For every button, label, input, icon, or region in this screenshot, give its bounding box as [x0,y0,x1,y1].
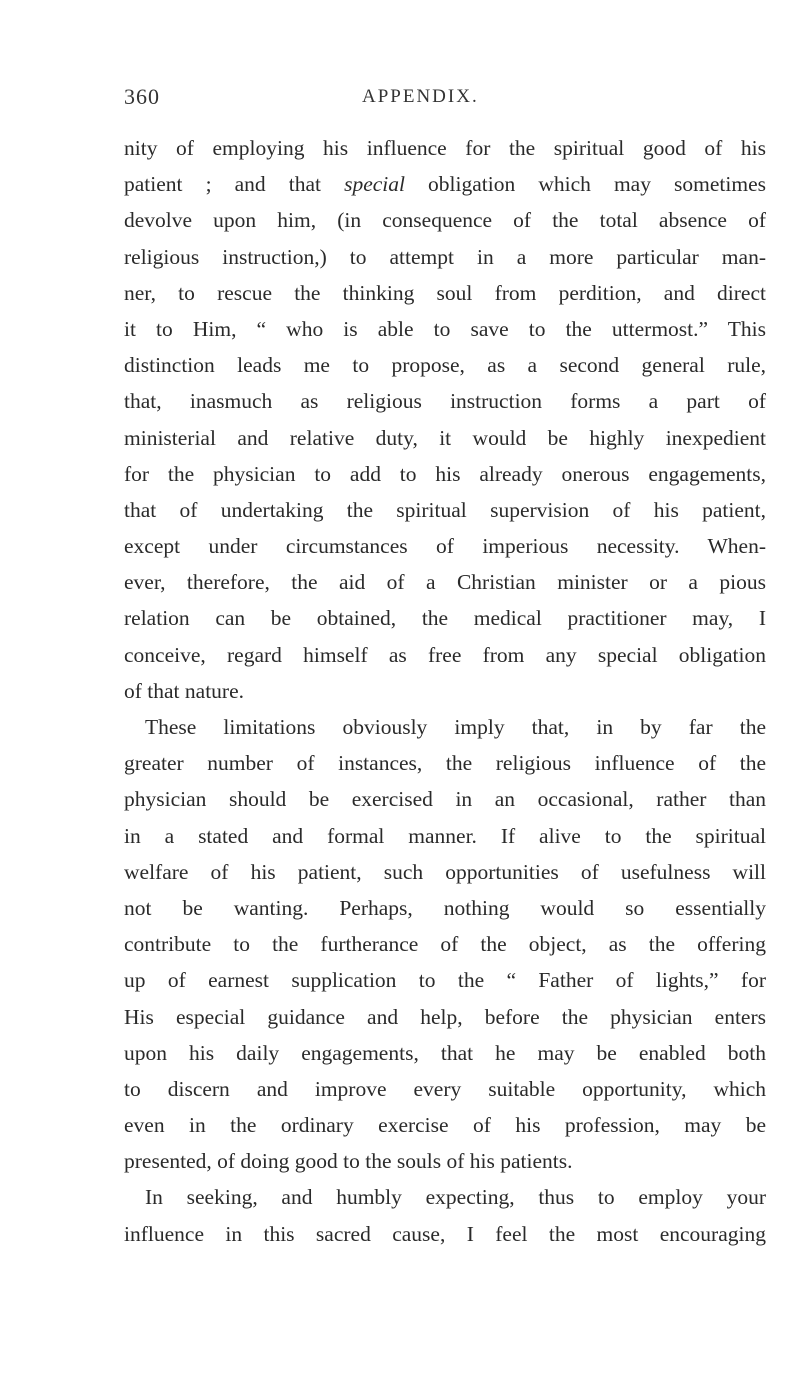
text-line: ner, to rescue the thinking soul from perdition, and direct [124,280,766,305]
text-line: distinction leads me to propose, as a second general rule, [124,353,766,378]
text-line: in a stated and formal manner. If alive to the spiritual [124,823,766,848]
text-line: contribute to the furtherance of the object, as the offering [124,932,766,957]
text-line: relation can be obtained, the medical practitioner may, I [124,606,766,631]
text-line: In seeking, and humbly expecting, thus to employ your [145,1185,766,1210]
text-line: presented, of doing good to the souls of his patients. [124,1149,573,1174]
text-line: to discern and improve every suitable opportunity, which [124,1076,766,1101]
text-line: except under circumstances of imperious necessity. When- [124,534,766,559]
text-line: it to Him, “ who is able to save to the uttermost.” This [124,316,766,341]
text-line: welfare of his patient, such opportunities of usefulness will [124,859,766,884]
text-line: of that nature. [124,678,244,703]
text-line: upon his daily engagements, that he may be enabled both [124,1040,766,1065]
text-line: influence in this sacred cause, I feel the most encouraging [124,1221,766,1246]
emphasized-word: special [344,172,405,197]
text-line: for the physician to add to his already onerous engagements, [124,461,766,486]
text-line: that of undertaking the spiritual supervision of his patient, [124,497,766,522]
text-line [124,166,766,202]
text-line: nity of employing his influence for the spiritual good of his [124,136,766,160]
text-line: physician should be exercised in an occasional, rather than [124,787,766,812]
text-line: ever, therefore, the aid of a Christian minister or a pious [124,570,766,595]
text-line: conceive, regard himself as free from any special obligation [124,642,766,667]
text-line: greater number of instances, the religious influence of the [124,751,766,776]
text-line: His especial guidance and help, before the physician enters [124,1004,766,1029]
page-header [124,84,764,114]
page-number: 360 [124,84,160,109]
text-line: devolve upon him, (in consequence of the total absence of [124,208,766,233]
text-segment: obligation which may sometimes [404,172,766,197]
text-line: up of earnest supplication to the “ Father of lights,” for [124,968,766,993]
text-line: religious instruction,) to attempt in a more particular man- [124,244,766,269]
body-text [124,130,766,1252]
text-segment: patient ; and that [124,172,345,197]
text-line: that, inasmuch as religious instruction forms a part of [124,389,766,414]
text-line: These limitations obviously imply that, in by far the [145,715,766,739]
running-head: APPENDIX. [362,86,479,107]
text-line: even in the ordinary exercise of his profession, may be [124,1113,766,1138]
text-line: not be wanting. Perhaps, nothing would so essentially [124,895,766,920]
text-line: ministerial and relative duty, it would be highly inexpedient [124,425,766,450]
